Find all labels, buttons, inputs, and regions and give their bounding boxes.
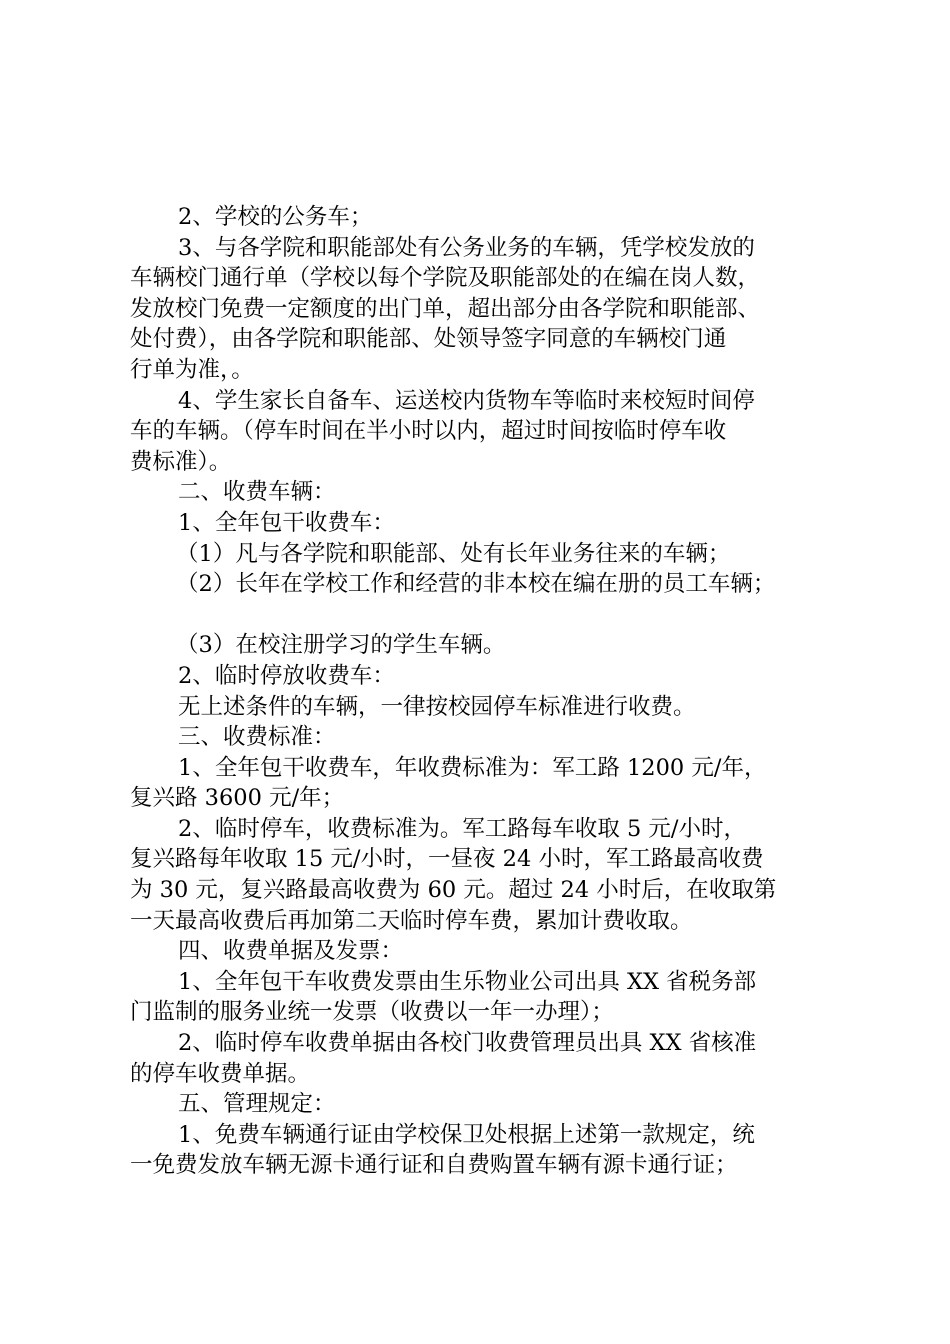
text-line: 发放校门免费一定额度的出门单，超出部分由各学院和职能部、: [130, 295, 761, 322]
section-heading: 二、收费车辆：: [178, 479, 336, 506]
text-line: 1、全年包干收费车，年收费标准为：军工路 1200 元/年，: [178, 754, 767, 781]
text-line: 2、临时停车收费单据由各校门收费管理员出具 XX 省核准: [178, 1030, 757, 1057]
text-line: 4、学生家长自备车、运送校内货物车等临时来校短时间停: [178, 387, 755, 414]
text-line: 的停车收费单据。: [130, 1060, 311, 1087]
text-line: 车的车辆。（停车时间在半小时以内，超过时间按临时停车收: [130, 418, 727, 445]
text-line: 2、临时停放收费车：: [178, 662, 395, 689]
text-line: 1、免费车辆通行证由学校保卫处根据上述第一款规定，统: [178, 1121, 755, 1148]
text-line: 一天最高收费后再加第二天临时停车费，累加计费收取。: [130, 907, 693, 934]
text-line: （1）凡与各学院和职能部、处有长年业务往来的车辆；: [176, 540, 731, 567]
section-heading: 四、收费单据及发票：: [178, 938, 404, 965]
text-line: 1、全年包干收费车：: [178, 509, 395, 536]
text-line: 处付费），由各学院和职能部、处领导签字同意的车辆校门通: [130, 326, 727, 353]
text-line: 1、全年包干车收费发票由生乐物业公司出具 XX 省税务部: [178, 968, 757, 995]
text-line: 行单为准，。: [130, 356, 254, 383]
text-line: 复兴路每年收取 15 元/小时，一昼夜 24 小时，军工路最高收费: [130, 846, 764, 873]
text-line: 复兴路 3600 元/年；: [130, 785, 345, 812]
text-line: 一免费发放车辆无源卡通行证和自费购置车辆有源卡通行证；: [130, 1152, 738, 1179]
text-line: 车辆校门通行单（学校以每个学院及职能部处的在编在岗人数，: [130, 265, 761, 292]
text-line: 费标准）。: [130, 448, 232, 475]
text-line: 为 30 元，复兴路最高收费为 60 元。超过 24 小时后，在收取第: [130, 877, 777, 904]
section-heading: 五、管理规定：: [178, 1091, 336, 1118]
text-line: 门监制的服务业统一发票（收费以一年一办理）；: [130, 999, 614, 1026]
text-line: （3）在校注册学习的学生车辆。: [176, 632, 506, 659]
section-heading: 三、收费标准：: [178, 724, 336, 751]
text-line: 3、与各学院和职能部处有公务业务的车辆，凭学校发放的: [178, 234, 755, 261]
blank-line: [130, 600, 830, 631]
text-line: 2、临时停车，收费标准为。军工路每车收取 5 元/小时，: [178, 815, 747, 842]
text-line: （2）长年在学校工作和经营的非本校在编在册的员工车辆；: [176, 571, 776, 598]
text-line: 无上述条件的车辆，一律按校园停车标准进行收费。: [178, 693, 696, 720]
text-line: 2、学校的公务车；: [178, 204, 373, 230]
document-body: [130, 202, 830, 1181]
